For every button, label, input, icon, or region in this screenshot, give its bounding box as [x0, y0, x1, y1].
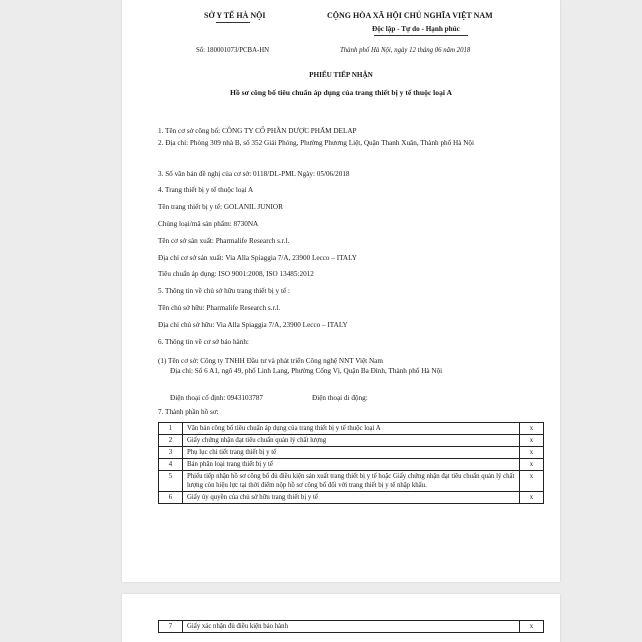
motto-underline	[374, 35, 468, 36]
row-number: 1	[159, 423, 183, 435]
row-number: 6	[159, 492, 183, 504]
republic-heading: CỘNG HÒA XÃ HỘI CHỦ NGHĨA VIỆT NAM	[327, 11, 493, 20]
row-mark: x	[520, 459, 544, 471]
row-text: Văn bản công bố tiêu chuẩn áp dụng của trang thiết bị y tế thuộc loại A	[183, 423, 520, 435]
row-mark: x	[520, 435, 544, 447]
body-line-6: Chủng loại/mã sản phẩm: 8730NA	[158, 220, 259, 228]
body-line-9: Tiêu chuẩn áp dụng: ISO 9001:2008, ISO 13485:2012	[158, 270, 314, 278]
body-line-4: 4. Trang thiết bị y tế thuộc loại A	[158, 186, 254, 194]
body-line-11: Tên chủ sở hữu: Pharmalife Research s.r.l.	[158, 304, 281, 312]
components-table	[158, 422, 544, 504]
row-mark: x	[520, 621, 544, 633]
row-mark: x	[520, 447, 544, 459]
body-line-7: Tên cơ sở sản xuất: Pharmalife Research s.r.l.	[158, 237, 290, 245]
table-row	[159, 447, 544, 459]
warranty-landline: Điện thoại cố định: 0943103787	[170, 394, 264, 402]
document-title: PHIẾU TIẾP NHẬN	[309, 71, 373, 79]
row-text: Phụ lục chi tiết trang thiết bị y tế	[183, 447, 520, 459]
row-number: 5	[159, 471, 183, 492]
body-line-5: Tên trang thiết bị y tế: GOLANIL JUNIOR	[158, 203, 283, 211]
national-motto: Độc lập - Tự do - Hạnh phúc	[372, 25, 460, 33]
row-number: 2	[159, 435, 183, 447]
table-row	[159, 435, 544, 447]
row-text: Giấy ủy quyền của chủ sở hữu trang thiết bị y tế	[183, 492, 520, 504]
document-number: Số: 180001073/PCBA-HN	[196, 47, 270, 54]
document-page-1	[122, 0, 560, 582]
row-number: 3	[159, 447, 183, 459]
department-underline	[216, 22, 250, 23]
row-text: Giấy xác nhận đủ điều kiện bảo hành	[183, 621, 520, 633]
body-line-2: 2. Địa chỉ: Phòng 309 nhà B, số 352 Giải Phóng, Phường Phương Liệt, Quận Thanh Xuân, Thành phố Hà Nội	[158, 139, 474, 147]
department-name: SỞ Y TẾ HÀ NỘI	[204, 11, 266, 20]
place-date: Thành phố Hà Nội, ngày 12 tháng 06 năm 2018	[340, 47, 471, 54]
body-line-1: 1. Tên cơ sở công bố: CÔNG TY CỔ PHẦN DƯỢC PHẨM DELAP	[158, 127, 357, 135]
body-line-10: 5. Thông tin về chủ sở hữu trang thiết bị y tế :	[158, 287, 290, 295]
row-number: 7	[159, 621, 183, 633]
table-row	[159, 423, 544, 435]
table-row	[159, 492, 544, 504]
body-line-3: 3. Số văn bản đề nghị của cơ sở: 0118/DL-PML Ngày: 05/06/2018	[158, 170, 350, 178]
warranty-address: Địa chỉ: Số 6 A1, ngõ 49, phố Linh Lang, Phường Cống Vị, Quận Ba Đình, Thành phố Hà Nội	[170, 367, 443, 375]
row-mark: x	[520, 423, 544, 435]
row-text: Bản phân loại trang thiết bị y tế	[183, 459, 520, 471]
row-number: 4	[159, 459, 183, 471]
row-text: Phiếu tiếp nhận hồ sơ công bố đủ điều kiện sản xuất trang thiết bị y tế hoặc Giấy chứng nhận đạt tiêu chuẩn quản lý chất lượng còn hiệu lực tại thời điểm nộp hồ sơ công bố đối với trang thiết bị y tế nhập khẩu.	[183, 471, 520, 492]
body-line-13: 6. Thông tin về cơ sở bảo hành:	[158, 338, 249, 346]
row-text: Giấy chứng nhận đạt tiêu chuẩn quản lý chất lượng	[183, 435, 520, 447]
table-row	[159, 471, 544, 492]
table-row	[159, 621, 544, 633]
warranty-mobile: Điện thoại di động:	[312, 394, 368, 402]
row-mark: x	[520, 471, 544, 492]
components-table-continued	[158, 620, 544, 633]
warranty-name: (1) Tên cơ sở: Công ty TNHH Đầu tư và phát triển Công nghệ NNT Việt Nam	[158, 357, 383, 365]
body-line-17: 7. Thành phần hồ sơ:	[158, 408, 219, 416]
document-page-2	[122, 594, 560, 642]
table-row	[159, 459, 544, 471]
document-subtitle: Hồ sơ công bố tiêu chuẩn áp dụng của trang thiết bị y tế thuộc loại A	[230, 88, 452, 97]
body-line-8: Địa chỉ cơ sở sản xuất: Via Alla Spiaggia 7/A, 23900 Lecco – ITALY	[158, 254, 357, 262]
row-mark: x	[520, 492, 544, 504]
body-line-12: Địa chỉ chủ sở hữu: Via Alla Spiaggia 7/A, 23900 Lecco – ITALY	[158, 321, 348, 329]
